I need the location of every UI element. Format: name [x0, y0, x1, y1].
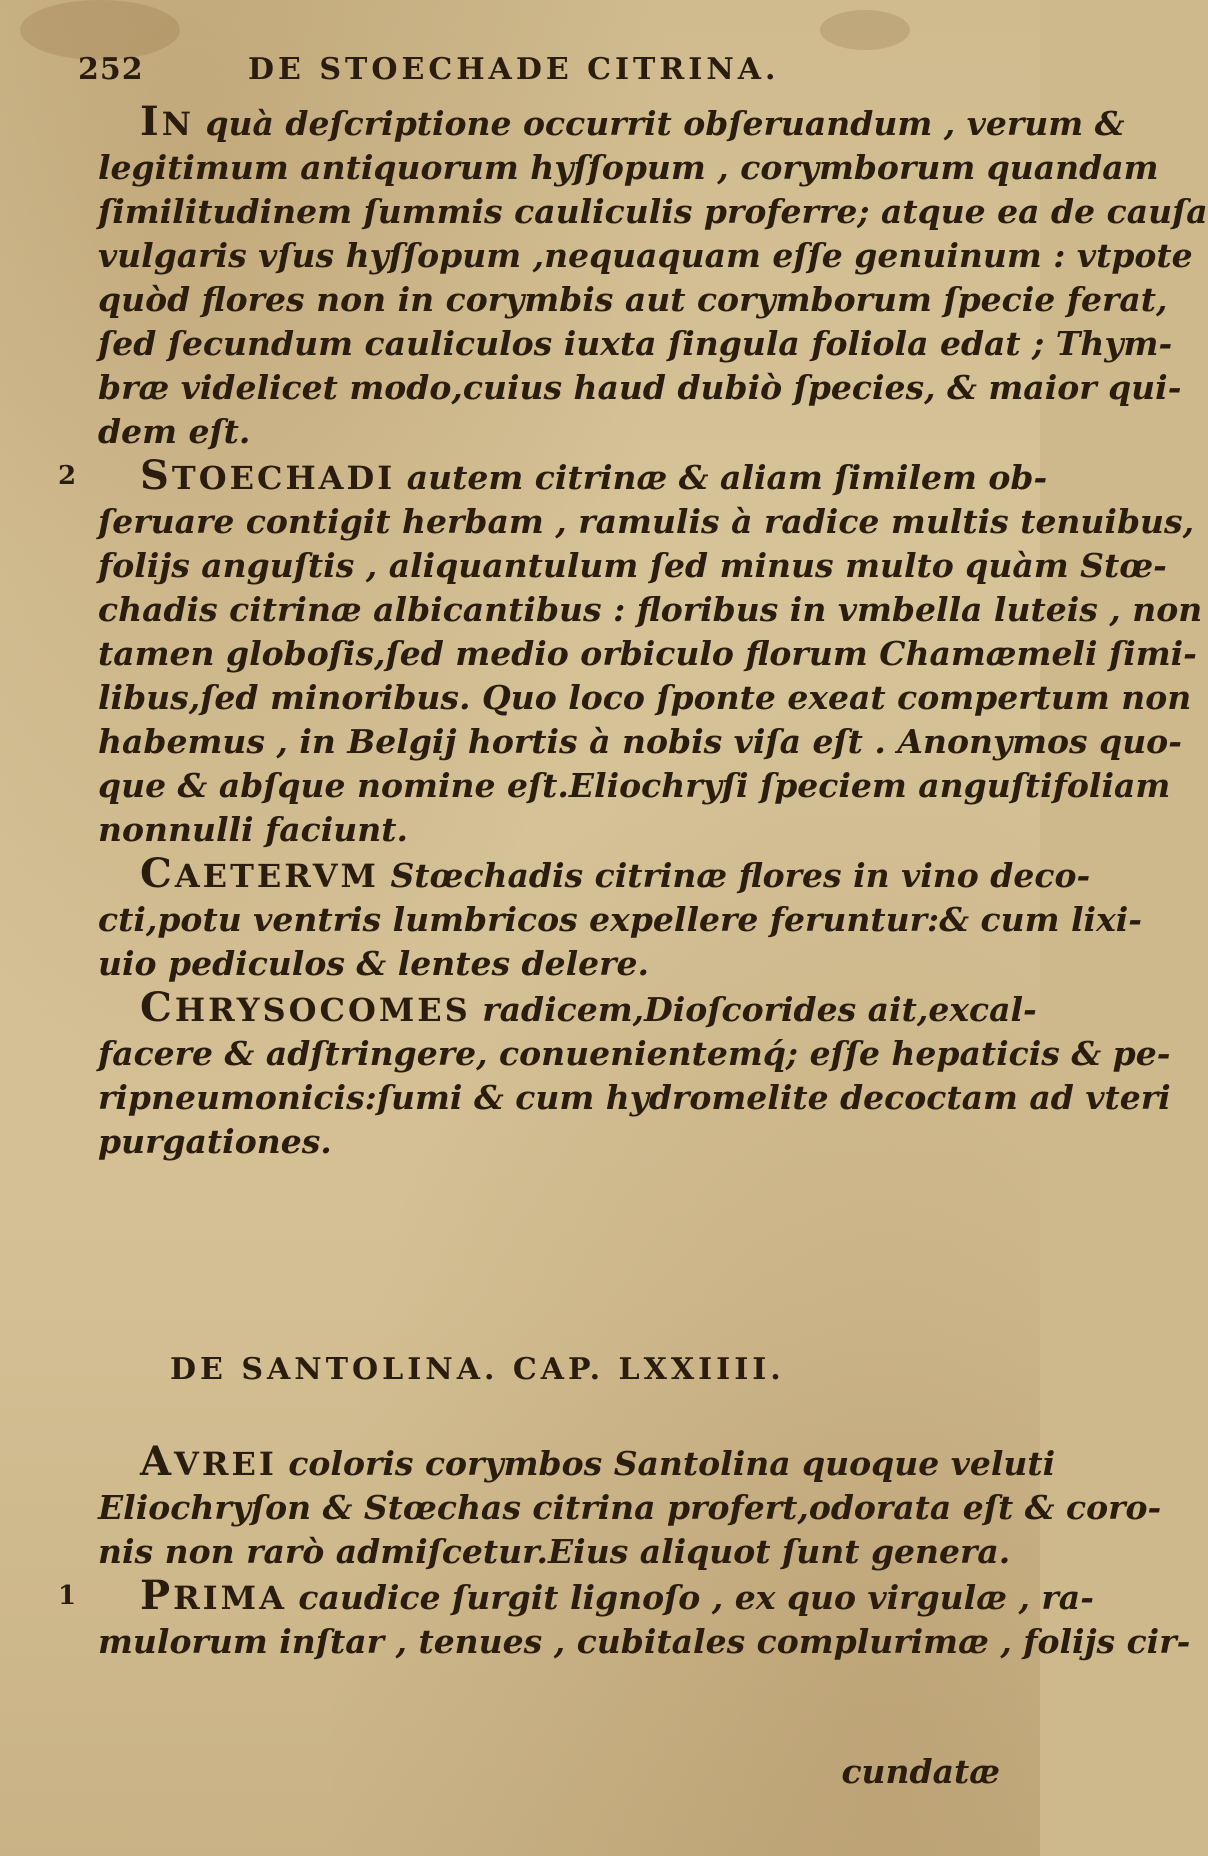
text-line [58, 850, 1091, 898]
initial-word: PRIMA [140, 1572, 287, 1619]
text-line: Eliochryſon & Stœchas citrina profert,odorata eſt & coro- [98, 1488, 1162, 1527]
text-line: ſimilitudinem ſummis cauliculis proferre; atque ea de cauſa [98, 192, 1208, 231]
paragraph [58, 1572, 1191, 1664]
line-text: quà deſcriptione occurrit obſeruandum , verum & [205, 104, 1125, 143]
text-line: nonnulli faciunt. [98, 810, 409, 849]
initial-word: STOECHADI [140, 452, 396, 499]
line-text: Stœchadis citrinæ flores in vino deco- [390, 856, 1091, 895]
text-line: libus,ſed minoribus. Quo loco ſponte exeat compertum non [98, 678, 1192, 717]
paragraph [58, 452, 1203, 852]
running-title: DE STOECHADE CITRINA. [248, 52, 780, 87]
line-text: caudice ſurgit lignoſo , ex quo virgulæ , ra- [298, 1578, 1094, 1617]
text-line: legitimum antiquorum hyſſopum , corymborum quandam [98, 148, 1159, 187]
text-line: vulgaris vſus hyſſopum ,nequaquam eſſe genuinum : vtpote [98, 236, 1193, 275]
paragraph-number: 2 [58, 461, 77, 491]
text-line: cti,potu ventris lumbricos expellere feruntur:& cum lixi- [98, 900, 1142, 939]
text-line: nis non rarò admiſcetur.Eius aliquot ſunt genera. [98, 1532, 1011, 1571]
paragraph [58, 98, 1208, 454]
text-line: ripneumonicis:ſumi & cum hydromelite decoctam ad vteri [98, 1078, 1171, 1117]
text-line [58, 1572, 1094, 1620]
text-line [58, 984, 1037, 1032]
text-line: tamen globoſis,ſed medio orbiculo florum Chamæmeli ſimi- [98, 634, 1197, 673]
paragraph [58, 1438, 1162, 1574]
text-line [58, 1438, 1056, 1486]
paper-stain [820, 10, 910, 50]
initial-word: IN [140, 98, 194, 145]
text-line [58, 452, 1048, 500]
text-line: que & abſque nomine eſt.Eliochryſi ſpeciem anguſtifoliam [98, 766, 1171, 805]
catchword: cundatæ [841, 1752, 1000, 1791]
paragraph [58, 850, 1142, 986]
chapter-heading: DE SANTOLINA. CAP. LXXIIII. [170, 1352, 785, 1387]
line-text: coloris corymbos Santolina quoque veluti [288, 1444, 1056, 1483]
text-line: uio pediculos & lentes delere. [98, 944, 649, 983]
text-line: ſeruare contigit herbam , ramulis à radice multis tenuibus, [98, 502, 1195, 541]
text-line: habemus , in Belgij hortis à nobis viſa eſt . Anonymos quo- [98, 722, 1182, 761]
page-number: 252 [78, 52, 144, 87]
initial-word: CHRYSOCOMES [140, 984, 471, 1031]
line-text: autem citrinæ & aliam ſimilem ob- [406, 458, 1048, 497]
text-line: ſed ſecundum cauliculos iuxta ſingula foliola edat ; Thym- [98, 324, 1173, 363]
paragraph [58, 984, 1171, 1164]
paper-stain [20, 0, 180, 60]
text-line: folijs anguſtis , aliquantulum ſed minus multo quàm Stœ- [98, 546, 1167, 585]
running-header [78, 52, 978, 87]
line-text: radicem,Dioſcorides ait,excal- [482, 990, 1037, 1029]
text-line [58, 98, 1125, 146]
initial-word: CAETERVM [140, 850, 379, 897]
text-line: quòd flores non in corymbis aut corymborum ſpecie ferat, [98, 280, 1168, 319]
initial-word: AVREI [140, 1438, 277, 1485]
text-line: dem eſt. [98, 412, 251, 451]
text-body [58, 98, 1208, 1164]
text-body-2 [58, 1438, 1191, 1664]
paragraph-number: 1 [58, 1581, 77, 1611]
text-line: bræ videlicet modo,cuius haud dubiò ſpecies, & maior qui- [98, 368, 1182, 407]
text-line: chadis citrinæ albicantibus : floribus in vmbella luteis , non [98, 590, 1203, 629]
text-line: mulorum inſtar , tenues , cubitales complurimæ , folijs cir- [98, 1622, 1191, 1661]
text-line: facere & adſtringere, conuenientemq́; eſſe hepaticis & pe- [98, 1034, 1171, 1073]
text-line: purgationes. [98, 1122, 332, 1161]
